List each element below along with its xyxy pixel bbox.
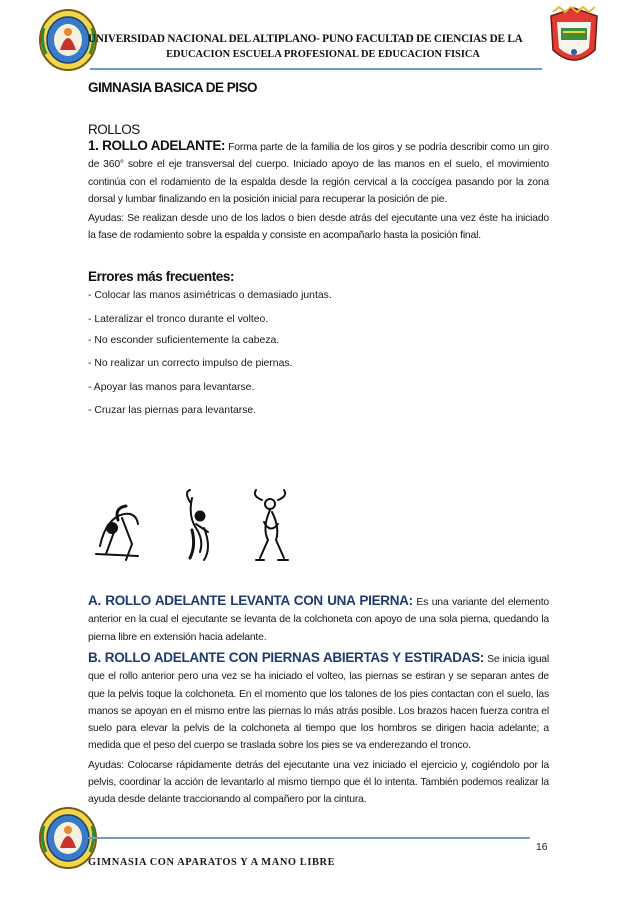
rollo-adelante-paragraph [88,137,549,208]
rollo-adelante-text: Forma parte de la familia de los giros y se podría describir como un giro de 360° sobre el eje transversal del cuerpo. Iniciado apoyo de las manos en el suelo, el movimiento continúa con el rodamiento de la espalda desde la región cervical a la coccígea pasando por la zona dorsal y lumbar finalizando en la posición inicial para recuperar la posición de pie. [88,142,549,205]
section-a-paragraph [88,592,549,646]
errores-item-1: - Colocar las manos asimétricas o demasiado juntas. [88,290,332,301]
header-divider [90,68,542,70]
section-title: GIMNASIA BASICA DE PISO [88,80,258,95]
errores-item-4: - No realizar un correcto impulso de piernas. [88,358,293,369]
errores-heading: Errores más frecuentes: [88,269,235,284]
section-a-text: Es una variante del elemento anterior en la cual el ejecutante se levanta de la colchoneta con apoyo de una sola pierna, quedando la pierna libre en extensión hacia adelante. [88,597,549,643]
gymnast-figure-1 [96,506,138,560]
section-a-heading: A. ROLLO ADELANTE LEVANTA CON UNA PIERNA: [88,593,413,608]
gymnast-figure-2 [187,490,208,560]
gymnast-figure-3 [255,490,288,560]
errores-item-3: - No esconder suficientemente la cabeza. [88,335,280,346]
errores-item-2: - Lateralizar el tronco durante el volteo. [88,314,269,325]
section-b-paragraph [88,649,549,755]
header-university-line: UNIVERSIDAD NACIONAL DEL ALTIPLANO- PUNO FACULTAD DE CIENCIAS DE LA [88,33,523,45]
errores-item-6: - Cruzar las piernas para levantarse. [88,405,257,416]
section-b-text: Se inicia igual que el rollo anterior pero una vez se ha iniciado el volteo, las piernas se estiran y se separan antes de que la pelvis toque la colchoneta. En el momento que los talones de los pies contactan con el suelo, las manos se apoyan en el mismo entre las piernas lo más atrás posible. Los brazos hacen fuerza contra el suelo para elevar la pelvis de la colchoneta al tiempo que los hombros se dirigen hacia adelante; a medida que el peso del cuerpo se traslada sobre los pies se va enderezando el tronco. [88,654,549,752]
ayudas-paragraph-2: Ayudas: Colocarse rápidamente detrás del ejecutante una vez iniciado el ejercicio y, cogiéndolo por la pelvis, coordinar la acción de levantarlo al mismo tiempo que él lo intenta. También podemos realizar la ayuda desde delante traccionando al compañero por la cintura. [88,760,549,805]
forward-roll-illustration [92,488,312,570]
rollo-adelante-heading: 1. ROLLO ADELANTE: [88,138,226,153]
footer-title: GIMNASIA CON APARATOS Y A MANO LIBRE [88,857,336,868]
header-school-line: EDUCACION ESCUELA PROFESIONAL DE EDUCACION FISICA [166,49,480,60]
errores-item-5: - Apoyar las manos para levantarse. [88,382,255,393]
ayudas-paragraph-1: Ayudas: Se realizan desde uno de los lados o bien desde atrás del ejecutante una vez éste ha iniciado la fase de rodamiento sobre la espalda y consiste en acompañarlo hasta la posición final. [88,213,549,241]
footer-divider [88,837,530,839]
subtitle: ROLLOS [88,122,140,137]
page-number: 16 [536,842,548,853]
section-b-heading: B. ROLLO ADELANTE CON PIERNAS ABIERTAS Y ESTIRADAS: [88,650,484,665]
